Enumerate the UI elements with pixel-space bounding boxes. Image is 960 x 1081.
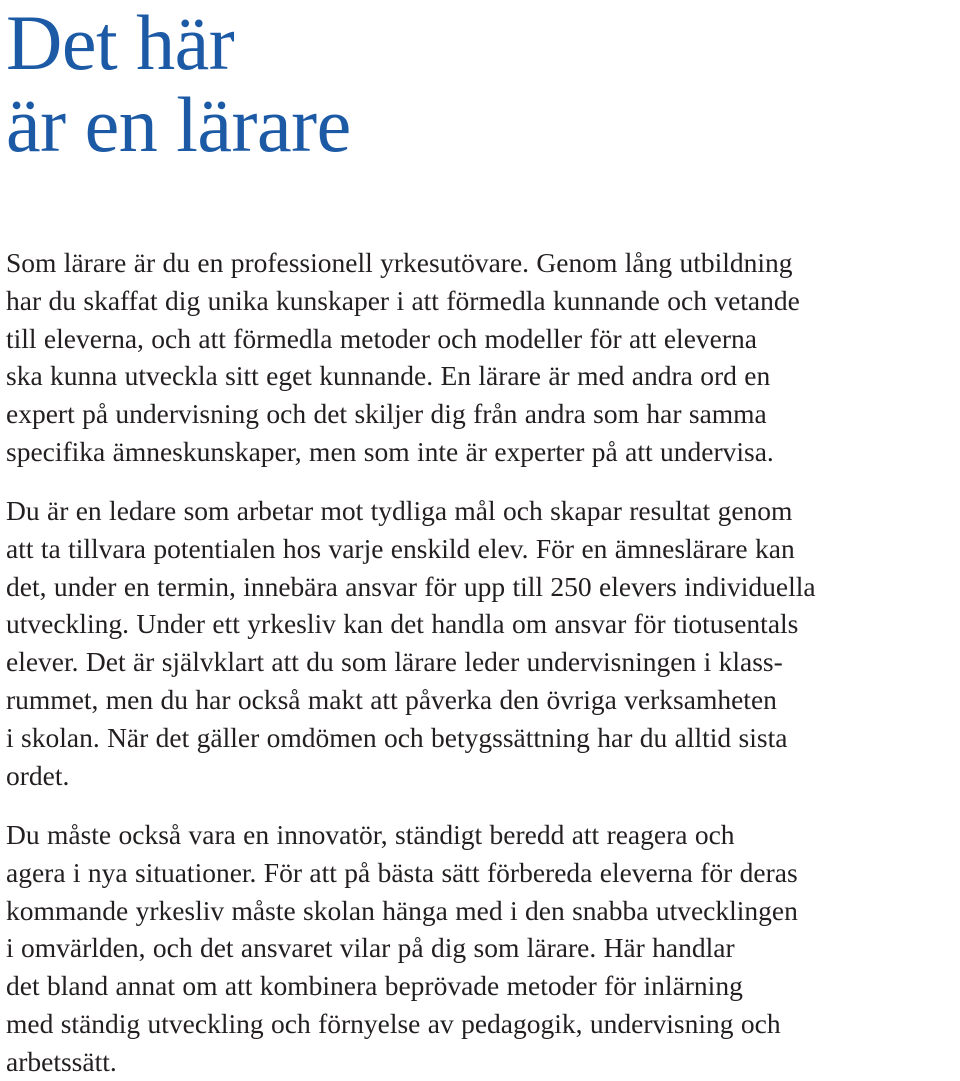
text-line: i omvärlden, och det ansvaret vilar på dig som lärare. Här handlar: [6, 932, 735, 964]
text-line: ska kunna utveckla sitt eget kunnande. En lärare är med andra ord en: [6, 360, 771, 392]
text-line: att ta tillvara potentialen hos varje enskild elev. För en ämneslärare kan: [6, 532, 795, 564]
text-line: till eleverna, och att förmedla metoder och modeller för att eleverna: [6, 322, 757, 354]
text-line: utveckling. Under ett yrkesliv kan det handla om ansvar för tiotusentals: [6, 608, 799, 640]
title-line-2: är en lärare: [6, 81, 351, 168]
text-line: det, under en termin, innebära ansvar för upp till 250 elevers individuella: [6, 570, 816, 602]
text-line: expert på undervisning och det skiljer dig från andra som har samma: [6, 398, 767, 430]
text-line: kommande yrkesliv måste skolan hänga med i den snabba utvecklingen: [6, 894, 798, 926]
text-line: specifika ämneskunskaper, men som inte är experter på att undervisa.: [6, 435, 774, 467]
document-page: [6, 0, 960, 1077]
text-line: det bland annat om att kombinera beprövade metoder för inlärning: [6, 970, 743, 1002]
title-line-1: Det här: [6, 0, 235, 86]
text-line: rummet, men du har också makt att påverka den övriga verksamheten: [6, 683, 777, 715]
text-line: har du skaffat dig unika kunskaper i att förmedla kunnande och vetande: [6, 284, 800, 316]
text-line: ordet.: [6, 759, 70, 791]
page-title: [6, 0, 960, 166]
text-line: Du måste också vara en innovatör, ständigt beredd att reagera och: [6, 819, 735, 850]
paragraph-leader: [6, 492, 816, 794]
text-line: med ständig utveckling och förnyelse av pedagogik, undervisning och: [6, 1007, 781, 1039]
text-line: i skolan. När det gäller omdömen och betygssättning har du alltid sista: [6, 721, 788, 753]
text-line: elever. Det är självklart att du som lärare leder undervisningen i klass-: [6, 646, 783, 678]
text-line: Som lärare är du en professionell yrkesutövare. Genom lång utbildning: [6, 247, 793, 278]
paragraph-innovator: [6, 816, 798, 1081]
paragraph-intro: [6, 244, 800, 471]
text-line: agera i nya situationer. För att på bästa sätt förbereda eleverna för deras: [6, 856, 798, 888]
text-line: arbetssätt.: [6, 1045, 117, 1077]
text-line: Du är en ledare som arbetar mot tydliga mål och skapar resultat genom: [6, 495, 793, 526]
